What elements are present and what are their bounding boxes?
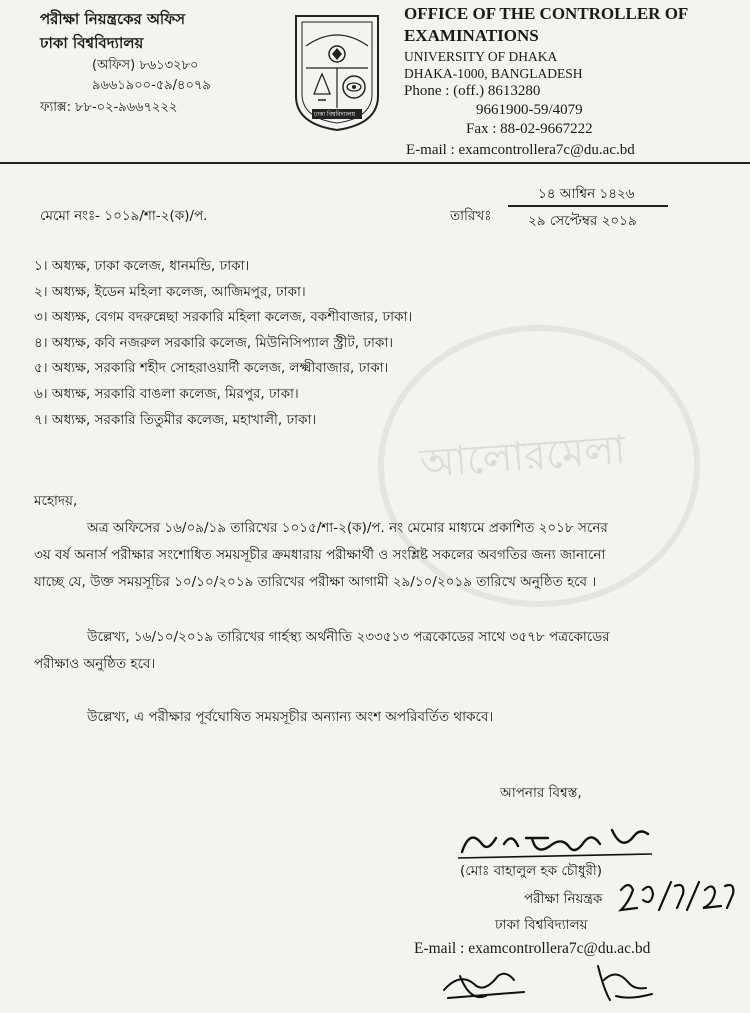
- body-paragraph-1-line-1: অত্র অফিসের ১৬/০৯/১৯ তারিখের ১০১৫/শা-২(ক)/প. নং মেমোর মাধ্যমে প্রকাশিত ২০১৮ সনের: [87, 520, 608, 536]
- header-bn-phone1: (অফিস) ৮৬১৩২৮০: [92, 58, 199, 73]
- header-en-office-line1: OFFICE OF THE CONTROLLER OF: [404, 4, 689, 23]
- salutation: মহোদয়,: [34, 493, 78, 509]
- recipient-item: ২। অধ্যক্ষ, ইডেন মহিলা কলেজ, আজিমপুর, ঢাকা।: [34, 284, 306, 300]
- closing: আপনার বিশ্বস্ত,: [500, 785, 582, 801]
- body-paragraph-3: উল্লেখ্য, এ পরীক্ষার পূর্বঘোষিত সময়সূচীর অন্যান্য অংশ অপরিবর্তিত থাকবে।: [87, 709, 494, 725]
- header-en-phone1: Phone : (off.) 8613280: [404, 83, 541, 99]
- signatory-university: ঢাকা বিশ্ববিদ্যালয়: [495, 917, 588, 933]
- header-bn-university: ঢাকা বিশ্ববিদ্যালয়: [40, 34, 144, 52]
- header-divider: [0, 162, 750, 164]
- recipient-item: ৩। অধ্যক্ষ, বেগম বদরুন্নেছা সরকারি মহিলা কলেজ, বকশীবাজার, ঢাকা।: [34, 309, 413, 325]
- body-paragraph-1-line-2: ৩য় বর্ষ অনার্স পরীক্ষার সংশোধিত সময়সূচীর ক্রমধারায় পরীক্ষার্থী ও সংশ্লিষ্ট সকলের অবগতির জন্য জানানো: [34, 547, 606, 563]
- header-en-fax: Fax : 88-02-9667222: [466, 121, 593, 137]
- header-en-university: UNIVERSITY OF DHAKA: [404, 49, 558, 64]
- date-gregorian: ২৯ সেপ্টেম্বর ২০১৯: [528, 213, 637, 229]
- body-paragraph-1-line-3: যাচ্ছে যে, উক্ত সময়সূচির ১০/১০/২০১৯ তারিখের পরীক্ষা আগামী ২৯/১০/২০১৯ তারিখে অনুষ্ঠিত হবে ।: [34, 574, 597, 590]
- signatory-title: পরীক্ষা নিয়ন্ত্রক: [524, 891, 603, 907]
- logo-caption: ঢাকা বিশ্ববিদ্যালয়: [314, 111, 356, 118]
- header-bn-fax: ফ্যাক্স: ৮৮-০২-৯৬৬৭২২২: [40, 100, 178, 115]
- watermark-text: আলোরমেলা: [418, 426, 628, 488]
- header-en-email: E-mail : examcontrollera7c@du.ac.bd: [406, 142, 635, 158]
- handwritten-date: [615, 876, 745, 918]
- recipient-item: ৭। অধ্যক্ষ, সরকারি তিতুমীর কলেজ, মহাখালী, ঢাকা।: [34, 412, 317, 428]
- signatory-name: (মোঃ বাহালুল হক চৌধুরী): [460, 863, 603, 879]
- recipient-item: ৪। অধ্যক্ষ, কবি নজরুল সরকারি কলেজ, মিউনিসিপ্যাল স্ট্রীট, ঢাকা।: [34, 335, 394, 351]
- date-label: তারিখঃ: [450, 208, 492, 224]
- header-en-city: DHAKA-1000, BANGLADESH: [404, 66, 583, 81]
- header-bn-phone2: ৯৬৬১৯০০-৫৯/৪০৭৯: [92, 78, 211, 93]
- initial-mark-right: [590, 960, 660, 1006]
- body-paragraph-2-line-1: উল্লেখ্য, ১৬/১০/২০১৯ তারিখের গার্হস্থ্য অর্থনীতি ২৩৩৫১৩ পত্রকোডের সাথে ৩৫৭৮ পত্রকোডের: [87, 629, 610, 645]
- header-en-office-line2: EXAMINATIONS: [404, 26, 539, 45]
- initial-mark-left: [440, 966, 530, 1006]
- body-paragraph-2-line-2: পরীক্ষাও অনুষ্ঠিত হবে।: [34, 656, 156, 672]
- recipient-item: ৬। অধ্যক্ষ, সরকারি বাঙলা কলেজ, মিরপুর, ঢাকা।: [34, 386, 299, 402]
- signatory-email: E-mail : examcontrollera7c@du.ac.bd: [414, 940, 651, 957]
- header-en-phone2: 9661900-59/4079: [476, 102, 583, 118]
- header-bn-office: পরীক্ষা নিয়ন্ত্রকের অফিস: [40, 10, 186, 28]
- recipient-item: ৫। অধ্যক্ষ, সরকারি শহীদ সোহরাওয়ার্দী কলেজ, লক্ষ্মীবাজার, ঢাকা।: [34, 360, 389, 376]
- memo-number: মেমো নংঃ- ১০১৯/শা-২(ক)/প.: [40, 208, 208, 224]
- date-divider: [508, 205, 668, 207]
- recipient-item: ১। অধ্যক্ষ, ঢাকা কলেজ, ধানমন্ডি, ঢাকা।: [34, 258, 250, 274]
- date-bangla: ১৪ আশ্বিন ১৪২৬: [538, 186, 635, 202]
